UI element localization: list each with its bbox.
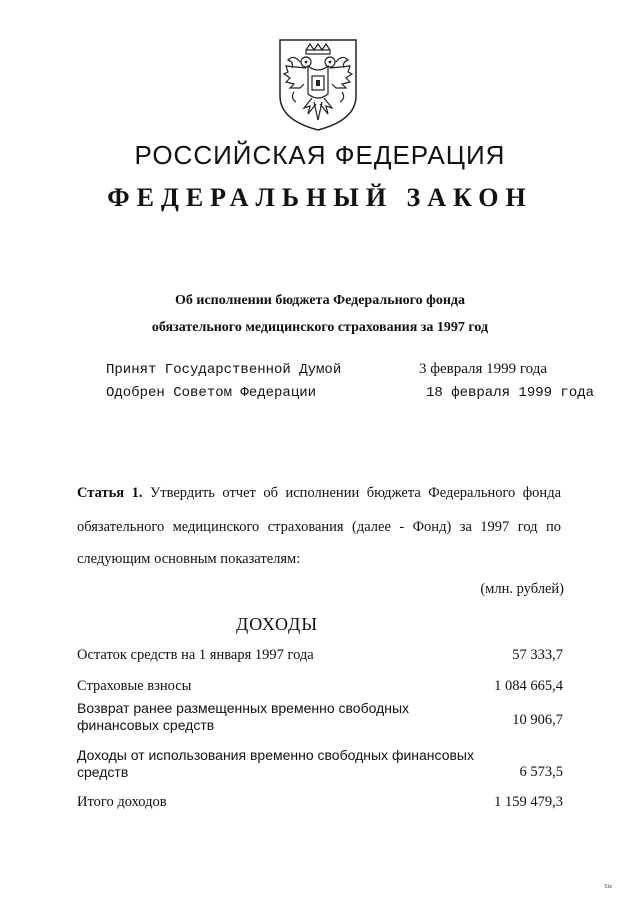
article-1-line-3: следующим основным показателям: [77, 551, 301, 567]
income-row-label: Остаток средств на 1 января 1997 года [77, 647, 314, 663]
article-1-line-2: обязательного медицинского страхования (далее - Фонд) за 1997 год по [77, 519, 561, 535]
article-1-text-1: Утвердить отчет об исполнении бюджета Федерального фонда [149, 485, 562, 501]
page-mark: 5ix [604, 884, 612, 890]
income-row-value: 1 084 665,4 [494, 678, 563, 694]
council-approval-label: Одобрен Советом Федерации [106, 385, 317, 401]
income-row-label: Доходы от использования временно свободных финансовых средств [77, 747, 474, 780]
income-row-value: 6 573,5 [519, 764, 563, 780]
duma-adoption-label: Принят Государственной Думой [106, 362, 342, 378]
income-row-value: 10 906,7 [512, 712, 563, 728]
units-label: (млн. рублей) [480, 581, 564, 597]
coat-of-arms-emblem [276, 36, 360, 132]
article-1-line-1 [77, 485, 561, 502]
council-approval-date: 18 февраля 1999 года [426, 385, 595, 401]
income-row-value: 57 333,7 [512, 647, 563, 663]
income-total-value: 1 159 479,3 [494, 794, 563, 810]
income-section-heading: ДОХОДЫ [236, 614, 319, 634]
country-heading: РОССИЙСКАЯ ФЕДЕРАЦИЯ [134, 140, 506, 170]
law-title-line-1: Об исполнении бюджета Федерального фонда [174, 293, 466, 308]
duma-adoption-date: 3 февраля 1999 года [419, 361, 548, 377]
article-1-label: Статья 1. [77, 485, 143, 501]
double-headed-eagle-icon [276, 36, 360, 132]
income-total-label: Итого доходов [77, 794, 167, 810]
income-row-label: Страховые взносы [77, 678, 192, 694]
law-title-line-2: обязательного медицинского страхования за 1997 год [151, 320, 489, 335]
document-type-heading: ФЕДЕРАЛЬНЫЙ ЗАКОН [107, 183, 533, 212]
income-row-label: Возврат ранее размещенных временно свободных финансовых средств [77, 700, 410, 733]
